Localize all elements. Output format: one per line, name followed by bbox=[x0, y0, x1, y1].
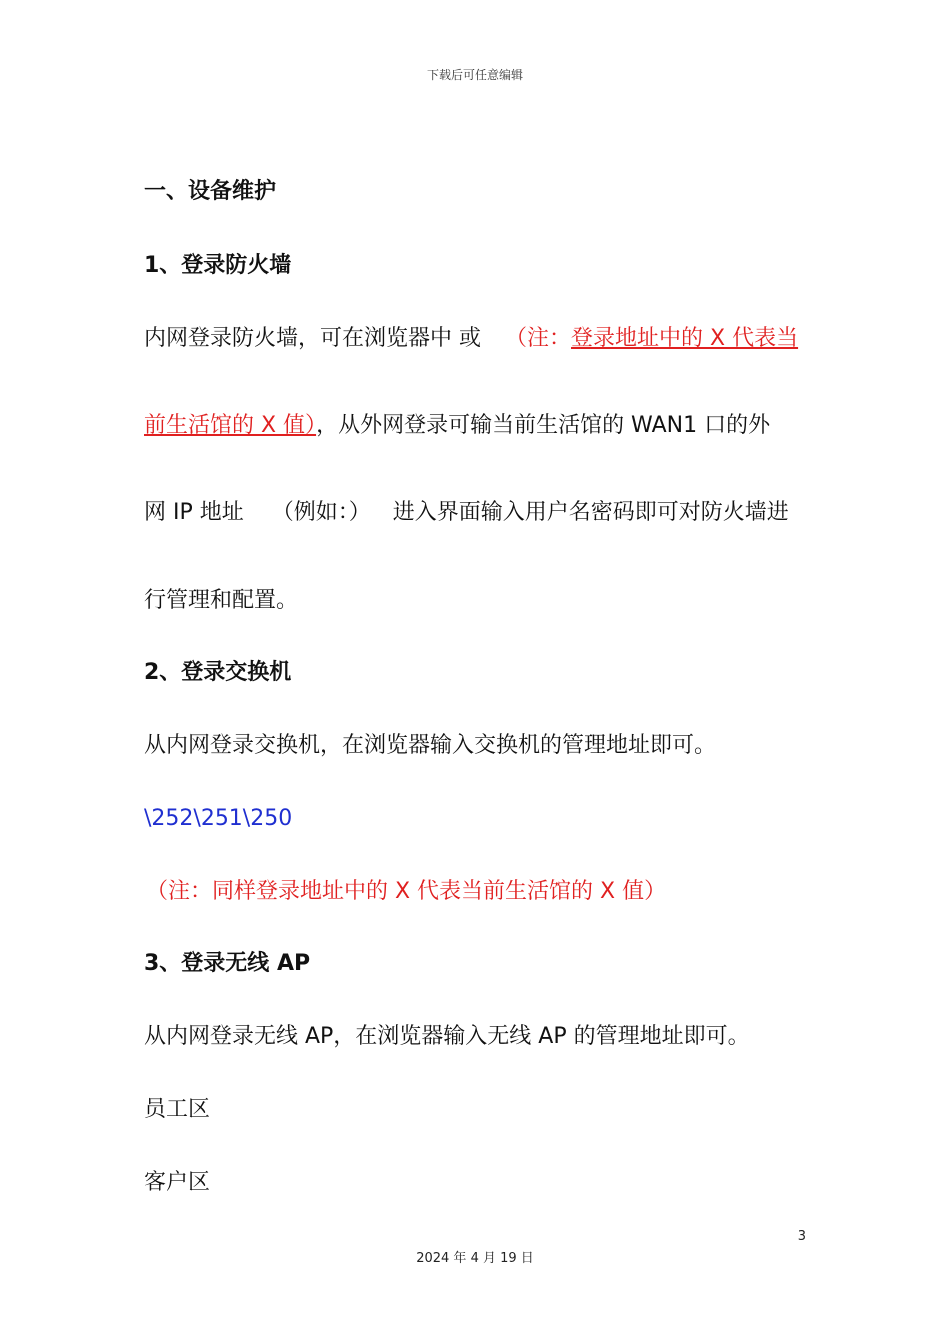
firewall-line-2 bbox=[144, 411, 824, 441]
firewall-line-1 bbox=[144, 324, 824, 354]
firewall-heading: 1、登录防火墙 bbox=[144, 253, 292, 278]
switch-heading: 2、登录交换机 bbox=[144, 660, 292, 685]
ap-zone-guest: 客户区 bbox=[144, 1170, 211, 1195]
switch-note: （注：同样登录地址中的 X 代表当前生活馆的 X 值） bbox=[146, 879, 667, 904]
switch-addresses: \252\251\250 bbox=[144, 806, 293, 831]
firewall-note-open: （注： bbox=[505, 326, 572, 351]
ap-heading: 3、登录无线 AP bbox=[144, 951, 311, 976]
firewall-note-link-2: 前生活馆的 X 值） bbox=[144, 413, 317, 438]
firewall-example-paren: （例如：） bbox=[271, 500, 371, 525]
ap-zone-staff: 员工区 bbox=[144, 1097, 211, 1122]
page-footer-date: 2024 年 4 月 19 日 bbox=[416, 1251, 534, 1266]
section-title: 一、设备维护 bbox=[144, 179, 277, 204]
firewall-text-2: ，从外网登录可输当前生活馆的 WAN1 口的外 bbox=[316, 413, 771, 438]
firewall-text-3: 网 IP 地址 bbox=[144, 500, 244, 525]
firewall-text-3b: 进入界面输入用户名密码即可对防火墙进 bbox=[392, 500, 789, 525]
firewall-text-1: 内网登录防火墙，可在浏览器中 或 bbox=[144, 326, 481, 351]
firewall-line-4: 行管理和配置。 bbox=[144, 588, 299, 613]
page-number: 3 bbox=[797, 1229, 806, 1244]
firewall-line-3 bbox=[144, 498, 824, 528]
firewall-note-link-1: 登录地址中的 X 代表当 bbox=[571, 326, 799, 351]
page-header: 下载后可任意编辑 bbox=[426, 68, 523, 82]
switch-description: 从内网登录交换机，在浏览器输入交换机的管理地址即可。 bbox=[144, 733, 717, 758]
ap-description: 从内网登录无线 AP，在浏览器输入无线 AP 的管理地址即可。 bbox=[144, 1024, 750, 1049]
